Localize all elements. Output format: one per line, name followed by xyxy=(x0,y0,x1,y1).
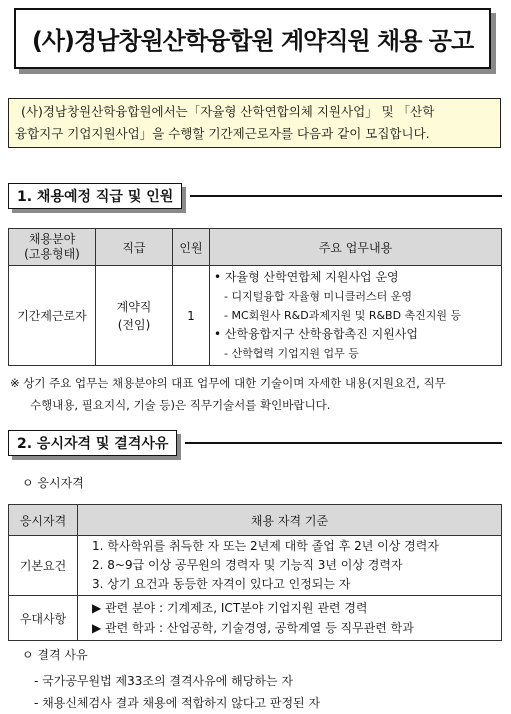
cell-grade-sub: (전임) xyxy=(117,317,151,332)
duties-note xyxy=(10,372,504,416)
title-block xyxy=(14,8,496,74)
cell-grade-label: 계약직 xyxy=(116,299,152,314)
header-field xyxy=(9,229,96,266)
disqualification-subheading: ㅇ 결격 사유 xyxy=(22,648,88,662)
criteria-item: ▶ 관련 학과 : 산업공학, 기술경영, 공학계열 등 직무관련 학과 xyxy=(92,621,414,635)
criteria-item: ▶ 관련 분야 : 기계제조, ICT분야 기업지원 관련 경력 xyxy=(92,601,368,615)
section2-heading-box: 2. 응시자격 및 결격사유 xyxy=(8,430,177,456)
cell-duties xyxy=(210,266,502,366)
page-title: (사)경남창원산학융합원 계약직원 채용 공고 xyxy=(14,8,491,69)
eligibility-subheading: ㅇ 응시자격 xyxy=(22,476,84,490)
cell-field: 기간제근로자 xyxy=(9,266,96,366)
cell-count: 1 xyxy=(173,266,210,366)
cell-category-basic: 기본요건 xyxy=(9,536,78,596)
header-count: 인원 xyxy=(173,229,210,266)
intro-box xyxy=(8,98,501,148)
table-row xyxy=(9,596,502,641)
header-duties: 주요 업무내용 xyxy=(210,229,502,266)
intro-line-2: 융합지구 기업지원사업」을 수행할 기간제근로자를 다음과 같이 모집합니다. xyxy=(15,126,430,141)
section2-heading-line xyxy=(185,442,502,444)
section1-heading xyxy=(8,181,502,211)
header-grade: 직급 xyxy=(96,229,173,266)
positions-table-header xyxy=(9,229,502,266)
duty-item: • 자율형 산학연합체 지원사업 운영 xyxy=(214,270,399,284)
duty-item: - MC회원사 R&D과제지원 및 R&BD 촉진지원 등 xyxy=(224,309,462,322)
header-field-sub: (고용형태) xyxy=(24,247,80,261)
disqualification-list xyxy=(34,670,320,714)
criteria-item: 3. 상기 요건과 동등한 자격이 있다고 인정되는 자 xyxy=(92,577,351,591)
eligibility-table-header xyxy=(9,505,502,536)
note-line-2: 수행내용, 필요지식, 기술 등)은 직무기술서를 확인바랍니다. xyxy=(30,398,331,412)
criteria-item: 2. 8~9급 이상 공무원의 경력자 및 기능직 3년 이상 경력자 xyxy=(92,558,403,572)
header-criteria: 채용 자격 기준 xyxy=(78,505,502,536)
duty-item: • 산학융합지구 산학융합촉진 지원사업 xyxy=(214,327,418,341)
intro-line-1: (사)경남창원산학융합원에서는「자율형 산학연합의체 지원사업」 및 「산학 xyxy=(21,104,435,119)
section1-heading-line xyxy=(190,195,502,197)
table-row xyxy=(9,266,502,366)
duty-item: - 산학협력 기업지원 업무 등 xyxy=(224,347,359,360)
header-category: 응시자격 xyxy=(9,505,78,536)
positions-table xyxy=(8,228,502,366)
section1-heading-box: 1. 채용예정 직급 및 인원 xyxy=(8,183,182,209)
cell-criteria-basic xyxy=(78,536,502,596)
criteria-item: 1. 학사학위를 취득한 자 또는 2년제 대학 졸업 후 2년 이상 경력자 xyxy=(92,539,439,553)
list-item: - 채용신체검사 결과 채용에 적합하지 않다고 판정된 자 xyxy=(34,696,321,710)
eligibility-table xyxy=(8,504,502,641)
note-line-1: ※ 상기 주요 업무는 채용분야의 대표 업무에 대한 기술이며 자세한 내용(지원요건, 직무 xyxy=(10,376,446,390)
section2-heading xyxy=(8,428,502,458)
list-item: - 국가공무원법 제33조의 결격사유에 해당하는 자 xyxy=(34,674,293,688)
header-field-label: 채용분야 xyxy=(28,232,76,246)
table-row xyxy=(9,536,502,596)
cell-grade xyxy=(96,266,173,366)
duty-item: - 디지털융합 자율형 미니클러스터 운영 xyxy=(224,290,412,303)
cell-criteria-preferred xyxy=(78,596,502,641)
cell-category-preferred: 우대사항 xyxy=(9,596,78,641)
